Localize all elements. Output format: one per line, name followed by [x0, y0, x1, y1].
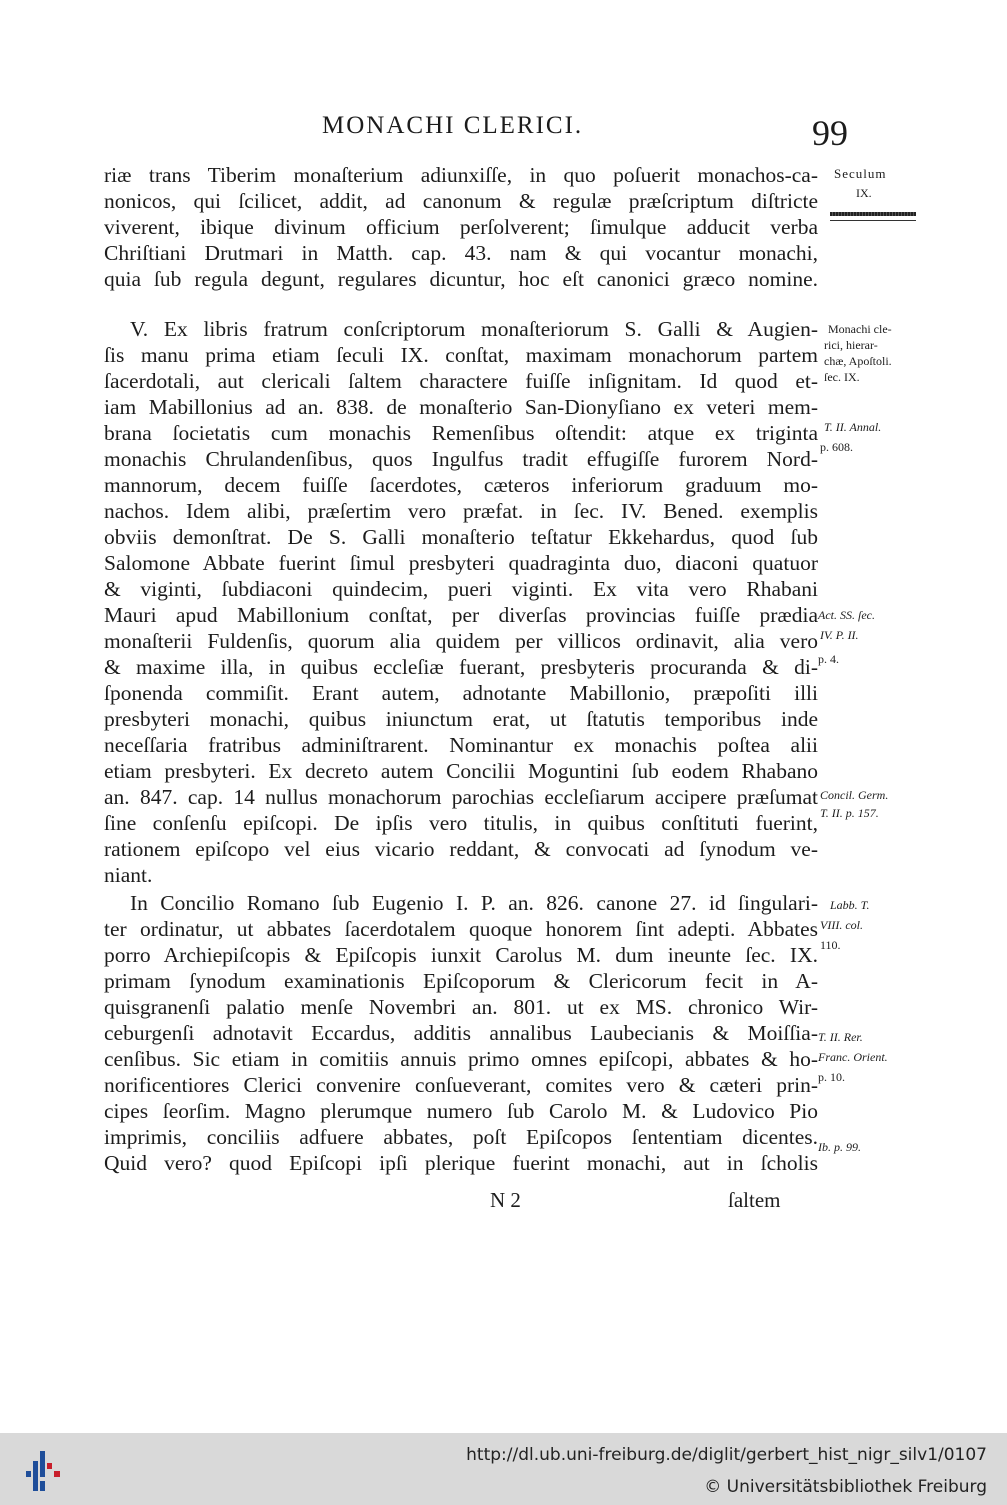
margin-note: Act. SS. ſec.	[818, 608, 875, 622]
ub-freiburg-logo-icon	[22, 1449, 66, 1493]
text-line: cipes ſeorſim. Magno plerumque numero ſub Carolo M. & Ludovico Pio	[104, 1099, 818, 1123]
margin-note: ſec. IX.	[824, 370, 860, 384]
text-line: cenſibus. Sic etiam in comitiis annuis primo omnes epiſcopi, abbates & ho-	[104, 1047, 818, 1071]
source-url-link[interactable]: http://dl.ub.uni-freiburg.de/diglit/gerbert_hist_nigr_silv1/0107	[466, 1445, 987, 1465]
text-line: monachis Chrulandenſibus, quos Ingulfus tradit effugiſſe furorem Nord-	[104, 447, 818, 471]
margin-note: Concil. Germ.	[820, 788, 889, 802]
text-line: an. 847. cap. 14 nullus monachorum parochias eccleſiarum accipere præſumat	[104, 785, 818, 809]
text-line: nonicos, qui ſcilicet, addit, ad canonum & regulæ præſcriptum diſtricte	[104, 189, 818, 213]
text-line: presbyteri monachi, quibus iniunctum erat, ut ſtatutis temporibus inde	[104, 707, 818, 731]
page-number: 99	[812, 113, 848, 153]
text-line: norificentiores Clerici convenire conſueverant, comites vero & cæteri prin-	[104, 1073, 818, 1097]
text-line: ſacerdotali, aut clericali ſaltem charactere fuiſſe inſignitam. Id quod et-	[104, 369, 818, 393]
margin-note: Monachi cle-	[828, 322, 892, 336]
text-line: Chriſtiani Drutmari in Matth. cap. 43. nam & qui vocantur monachi,	[104, 241, 818, 265]
text-line: brana ſocietatis cum monachis Remenſibus oſtendit: atque ex triginta	[104, 421, 818, 445]
margin-note: Labb. T.	[830, 898, 870, 912]
text-line: primam ſynodum examinationis Epiſcoporum & Clericorum fecit in A-	[104, 969, 818, 993]
text-line: nachos. Idem alibi, præſertim vero præfat. in ſec. IV. Bened. exemplis	[104, 499, 818, 523]
text-line: mannorum, decem fuiſſe ſacerdotes, cæteros inferiorum graduum mo-	[104, 473, 818, 497]
margin-note: p. 10.	[818, 1070, 845, 1084]
text-line: Mauri apud Mabillonium conſtat, per diverſas provincias fuiſſe prædia	[104, 603, 818, 627]
text-line: quisgranenſi palatio menſe Novembri an. 801. ut ex MS. chronico Wir-	[104, 995, 818, 1019]
copyright-text: © Universitätsbibliothek Freiburg	[704, 1477, 987, 1497]
text-line: In Concilio Romano ſub Eugenio I. P. an. 826. canone 27. id ſingulari-	[130, 891, 818, 915]
margin-note: p. 608.	[820, 440, 853, 454]
text-line: & viginti, ſubdiaconi quindecim, pueri viginti. Ex vita vero Rhabani	[104, 577, 818, 601]
text-line: Quid vero? quod Epiſcopi ipſi plerique fuerint monachi, aut in ſcholis	[104, 1151, 818, 1175]
text-line: ceburgenſi adnotavit Eccardus, additis annalibus Laubecianis & Moiſſia-	[104, 1021, 818, 1045]
text-line: quia ſub regula degunt, regulares dicuntur, hoc eſt canonici græco nomine.	[104, 267, 818, 291]
margin-note: IV. P. II.	[820, 628, 859, 642]
text-line: neceſſaria fratribus adminiſtrarent. Nominantur ex monachis poſtea alii	[104, 733, 818, 757]
margin-note: 110.	[820, 938, 841, 952]
text-line: monaſterii Fuldenſis, quorum alia quidem per villicos ordinavit, alia vero	[104, 629, 818, 653]
margin-note: Ib. p. 99.	[818, 1140, 861, 1154]
text-line: ſis manu prima etiam ſeculi IX. conſtat, maximam monachorum partem	[104, 343, 818, 367]
margin-note: rici, hierar-	[824, 338, 878, 352]
text-line: imprimis, conciliis adfuere abbates, poſt Epiſcopos ſententiam dicentes.	[104, 1125, 818, 1149]
text-line: ſponenda commiſit. Erant autem, adnotante Mabillonio, præpoſiti illi	[104, 681, 818, 705]
viewer-footer	[0, 1433, 1007, 1505]
margin-note: T. II. Rer.	[818, 1030, 863, 1044]
margin-note: IX.	[856, 186, 872, 200]
margin-note: T. II. p. 157.	[820, 806, 879, 820]
text-line: iam Mabillonius ad an. 838. de monaſterio San-Dionyſiano ex veteri mem-	[104, 395, 818, 419]
margin-rule	[830, 212, 916, 216]
text-line: ter ordinatur, ut abbates ſacerdotalem quoque honorem ſint adepti. Abbates	[104, 917, 818, 941]
text-line: V. Ex libris fratrum conſcriptorum monaſteriorum S. Galli & Augien-	[130, 317, 818, 341]
text-line: niant.	[104, 863, 153, 887]
text-line: etiam presbyteri. Ex decreto autem Concilii Moguntini ſub eodem Rhabano	[104, 759, 818, 783]
margin-note: p. 4.	[818, 652, 839, 666]
text-line: & maxime illa, in quibus eccleſiæ fuerant, presbyteris procuranda & di-	[104, 655, 818, 679]
text-line: ſine conſenſu epiſcopi. De ipſis vero titulis, in quibus conſtituti fuerint,	[104, 811, 818, 835]
text-line: viverent, ibique divinum officium perſolverent; ſimulque adducit verba	[104, 215, 818, 239]
catchword: ſaltem	[728, 1188, 781, 1212]
margin-note: VIII. col.	[820, 918, 863, 932]
text-line: Salomone Abbate fuerint ſimul presbyteri quadraginta duo, diaconi quatuor	[104, 551, 818, 575]
margin-note: T. II. Annal.	[824, 420, 882, 434]
running-head: MONACHI CLERICI.	[322, 112, 584, 139]
text-line: riæ trans Tiberim monaſterium adiunxiſſe, in quo poſuerit monachos-ca-	[104, 163, 818, 187]
text-line: obviis demonſtrat. De S. Galli monaſterio teſtatur Ekkehardus, quod ſub	[104, 525, 818, 549]
text-line: rationem epiſcopo vel eius vicario reddant, & convocati ad ſynodum ve-	[104, 837, 818, 861]
margin-note: Seculum	[834, 166, 887, 181]
signature-mark: N 2	[490, 1188, 521, 1212]
margin-note: chæ, Apoſtoli.	[824, 354, 892, 368]
text-line: porro Archiepiſcopis & Epiſcopis iunxit Carolus M. dum ineunte ſec. IX.	[104, 943, 818, 967]
margin-rule	[830, 220, 916, 221]
margin-note: Franc. Orient.	[818, 1050, 888, 1064]
